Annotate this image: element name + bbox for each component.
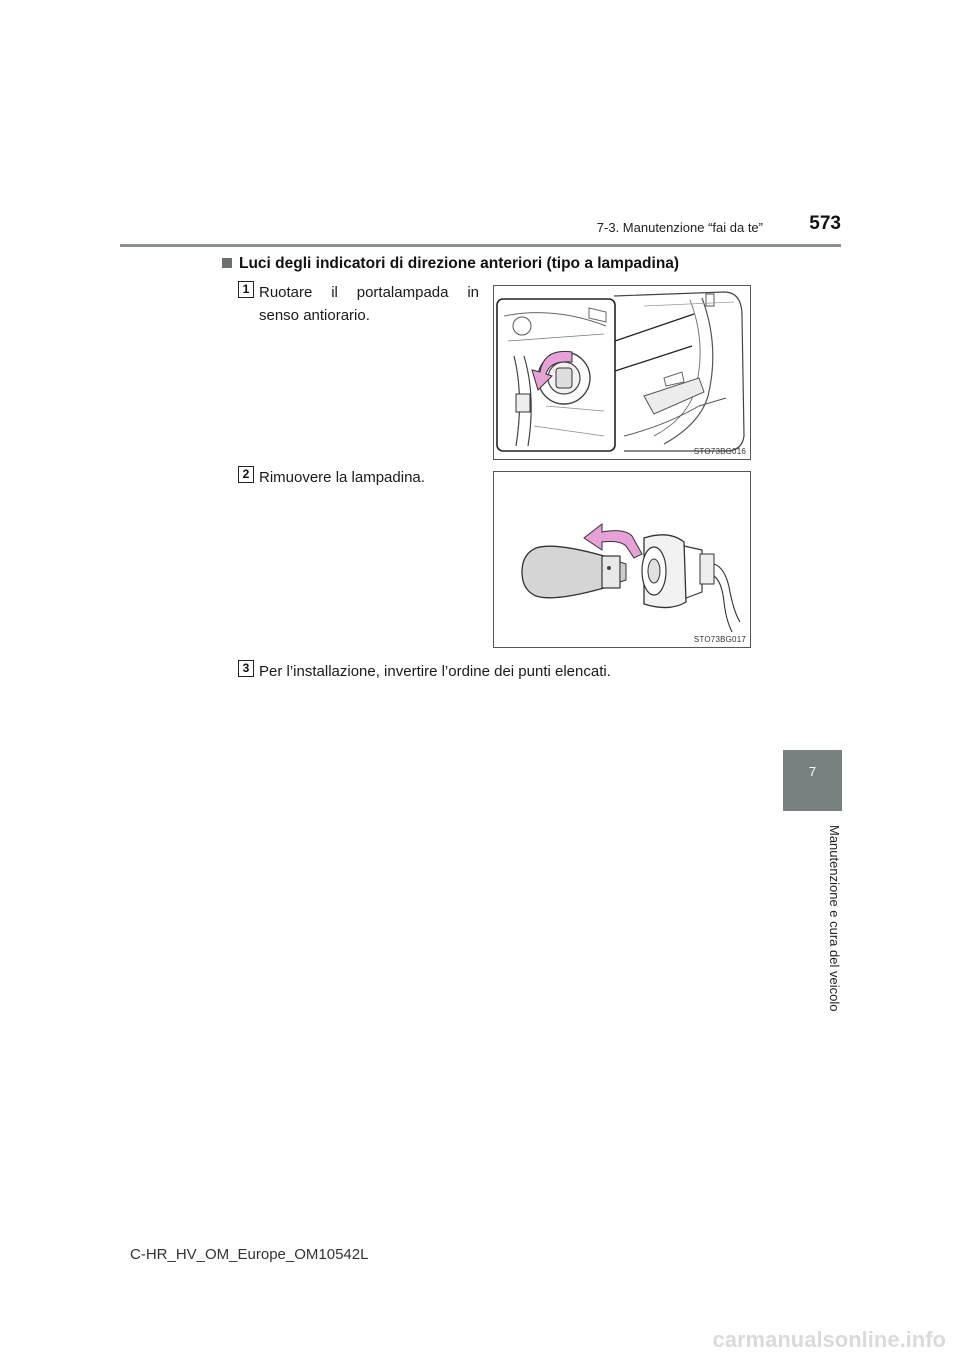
document-code: C-HR_HV_OM_Europe_OM10542L <box>130 1246 369 1263</box>
section-reference: 7-3. Manutenzione “fai da te” <box>596 220 763 235</box>
step-badge-3: 3 <box>238 660 254 677</box>
page-number: 573 <box>809 213 841 234</box>
chapter-number: 7 <box>808 764 817 779</box>
step-text-3: Per l’installazione, invertire l’ordine dei punti elencati. <box>259 663 611 680</box>
step-text-2: Rimuovere la lampadina. <box>259 469 425 486</box>
figure-bulb-removal <box>493 471 751 648</box>
figure-code-1: STO73BG016 <box>693 447 746 456</box>
figure-bulb-holder-rotate <box>493 285 751 460</box>
page-header <box>120 208 841 248</box>
section-title <box>222 255 679 273</box>
watermark: carmanualsonline.info <box>712 1327 946 1352</box>
bulb-illustration <box>494 472 750 647</box>
header-rule <box>120 244 841 247</box>
chapter-title: Manutenzione e cura del veicolo <box>827 824 842 1012</box>
figure-code-2: STO73BG017 <box>693 635 746 644</box>
section-title-text: Luci degli indicatori di direzione anteriori (tipo a lampadina) <box>239 255 680 272</box>
step-badge-2: 2 <box>238 466 254 483</box>
square-bullet-icon <box>222 258 232 268</box>
chapter-tab <box>783 750 842 811</box>
step-badge-1: 1 <box>238 281 254 298</box>
step-text-1: Ruotare il portalampada in senso antiorario. <box>259 284 479 324</box>
headlamp-illustration <box>494 286 750 459</box>
